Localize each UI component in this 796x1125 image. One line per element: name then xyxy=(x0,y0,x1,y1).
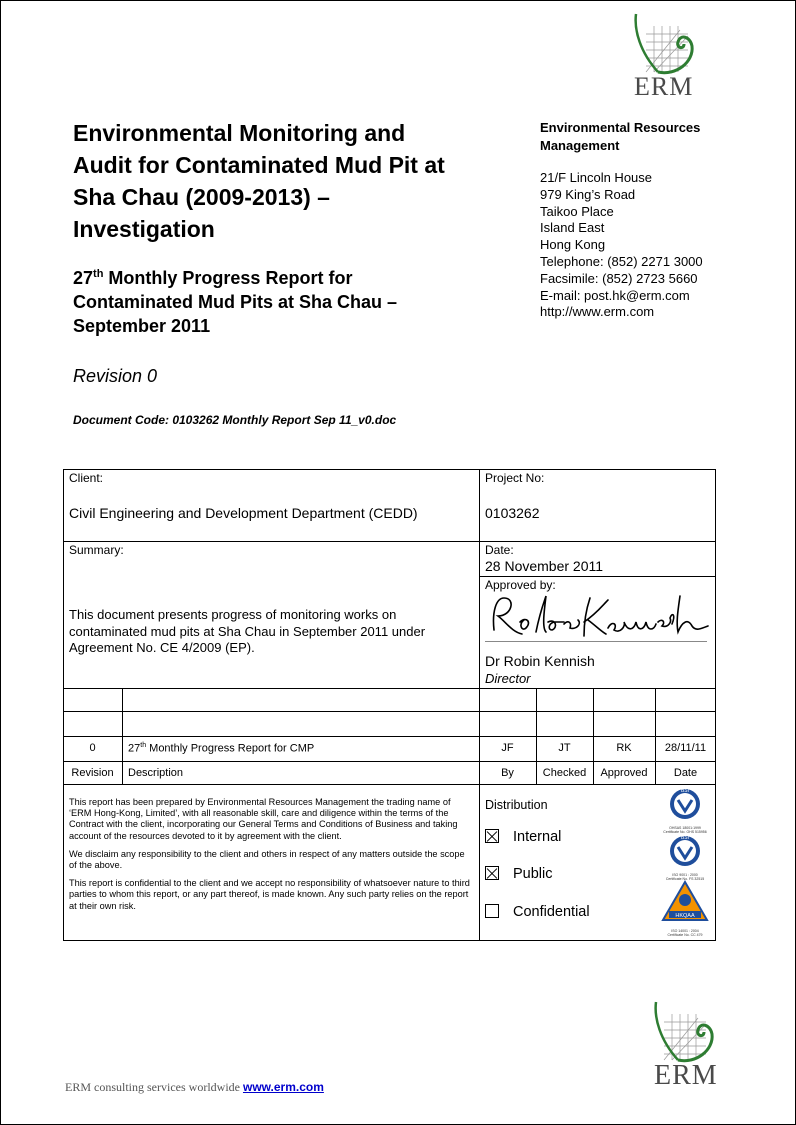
header-checked: Checked xyxy=(542,767,587,779)
footer xyxy=(65,1080,324,1095)
certification-badge xyxy=(655,880,715,937)
cert-caption: ISO 14001 : 2004 xyxy=(671,929,699,933)
report-number: 27 xyxy=(73,268,94,288)
distribution-label: Internal xyxy=(513,829,562,845)
address-line: Taikoo Place xyxy=(540,203,614,219)
erm-leaf-icon xyxy=(628,12,698,76)
client-value: Civil Engineering and Development Department (CEDD) xyxy=(69,505,418,521)
desc-number: 27 xyxy=(128,742,141,755)
website: http://www.erm.com xyxy=(540,304,655,320)
header-revision: Revision xyxy=(71,767,114,779)
approver-title: Director xyxy=(485,671,531,686)
erm-logo-text: ERM xyxy=(654,1060,718,1091)
approver-name: Dr Robin Kennish xyxy=(485,653,595,669)
subtitle-line: September 2011 xyxy=(73,316,211,336)
certification-badge xyxy=(655,787,715,834)
disclaimer-paragraph: This report has been prepared by Environmental Resources Management the trading name of ‘ERM Hong-Kong, Limited’, with all reasonable skill, care and diligence within the terms of the Contract with the client, incorporating our General Terms and Conditions of Business and taking account of the resources devoted to it by agreement with the client. xyxy=(69,797,458,841)
cert-caption: ISO 9001 : 2000 xyxy=(672,873,698,877)
revision-description xyxy=(128,742,314,755)
project-value: 0103262 xyxy=(485,505,540,521)
subtitle-line: Contaminated Mud Pits at Sha Chau – xyxy=(73,292,398,312)
disclaimer xyxy=(69,797,473,919)
distribution-public[interactable] xyxy=(485,866,553,882)
erm-logo-text: ERM xyxy=(634,72,694,101)
address-line: 21/F Lincoln House xyxy=(540,170,653,185)
approved-label: Approved by: xyxy=(485,578,556,592)
header-by: By xyxy=(501,767,514,779)
distribution-label: Confidential xyxy=(513,904,590,920)
address-line: Hong Kong xyxy=(540,237,606,253)
distribution-confidential[interactable] xyxy=(485,904,590,920)
email: E-mail: post.hk@erm.com xyxy=(540,287,690,303)
title-line: Sha Chau (2009-2013) – xyxy=(73,184,330,210)
title-line: Audit for Contaminated Mud Pit at xyxy=(73,152,445,178)
disclaimer-paragraph: We disclaim any responsibility to the client and others in respect of any matters outside the scope of the above. xyxy=(69,848,465,871)
revision-number: 0 xyxy=(89,742,96,754)
hkqaa-logo-icon xyxy=(655,880,715,924)
revision-approved: RK xyxy=(616,742,632,754)
desc-rest: Monthly Progress Report for CMP xyxy=(146,742,315,755)
subtitle-text: Monthly Progress Report for xyxy=(103,268,353,288)
bsi-logo-icon xyxy=(655,834,715,868)
distribution-title: Distribution xyxy=(485,798,548,812)
cert-caption: OHSAS 18001:1999 xyxy=(669,826,701,830)
revision-label: Revision 0 xyxy=(73,366,158,386)
distribution-label: Public xyxy=(513,866,553,882)
svg-text:HKQAA: HKQAA xyxy=(675,913,695,919)
date-label: Date: xyxy=(485,543,514,557)
header-approved: Approved xyxy=(600,767,648,779)
project-label: Project No: xyxy=(485,471,545,485)
ordinal-suffix: th xyxy=(93,268,104,280)
document-subtitle xyxy=(73,266,473,338)
address-line: 979 King’s Road xyxy=(540,186,636,202)
erm-logo-bottom xyxy=(650,1000,720,1091)
summary-value: This document presents progress of monitoring works on contaminated mud pits at Sha Chau in September 2011 under Agreement No. CE 4/2009 (EP). xyxy=(69,607,426,655)
header-description: Description xyxy=(128,767,184,779)
checkbox-checked-icon[interactable] xyxy=(485,829,499,843)
revision-date: 28/11/11 xyxy=(664,742,707,754)
distribution-internal[interactable] xyxy=(485,829,561,845)
desc-suffix: th xyxy=(140,742,147,749)
svg-text:BSI: BSI xyxy=(680,835,690,841)
signature xyxy=(486,592,711,642)
cert-caption: Certificate No. CC 479 xyxy=(667,933,703,937)
cert-caption: Certificate No. OHS 515956 xyxy=(663,830,707,834)
disclaimer-paragraph: This report is confidential to the client and we accept no responsibility of whatsoever nature to third parties to whom this report, or any part thereof, is made known. Any such party relies on the report at their own risk. xyxy=(69,878,470,911)
footer-text: ERM consulting services worldwide xyxy=(65,1080,243,1094)
revision-checked: JT xyxy=(558,742,571,754)
facsimile: Facsimile: (852) 2723 5660 xyxy=(540,270,698,286)
header-date: Date xyxy=(673,767,698,779)
title-line: Investigation xyxy=(73,216,215,242)
svg-text:BSI: BSI xyxy=(680,788,690,794)
company-address xyxy=(540,170,703,321)
client-label: Client: xyxy=(69,471,104,485)
checkbox-icon[interactable] xyxy=(485,904,499,918)
bsi-logo-icon xyxy=(655,787,715,821)
summary-label: Summary: xyxy=(69,543,124,557)
footer-link[interactable]: www.erm.com xyxy=(242,1080,324,1094)
cert-caption: Certificate No. FS 32515 xyxy=(665,877,705,881)
document-title xyxy=(73,117,493,245)
checkbox-checked-icon[interactable] xyxy=(485,866,499,880)
title-line: Environmental Monitoring and xyxy=(73,120,406,146)
document-code: Document Code: 0103262 Monthly Report Sep 11_v0.doc xyxy=(73,413,397,427)
certification-badge xyxy=(655,834,715,881)
erm-leaf-icon xyxy=(650,1000,720,1064)
date-value: 28 November 2011 xyxy=(485,558,604,574)
company-name: Environmental Resources Management xyxy=(540,120,701,153)
address-line: Island East xyxy=(540,220,605,236)
revision-by: JF xyxy=(501,742,514,754)
erm-logo-top xyxy=(628,12,698,101)
telephone: Telephone: (852) 2271 3000 xyxy=(540,253,703,269)
